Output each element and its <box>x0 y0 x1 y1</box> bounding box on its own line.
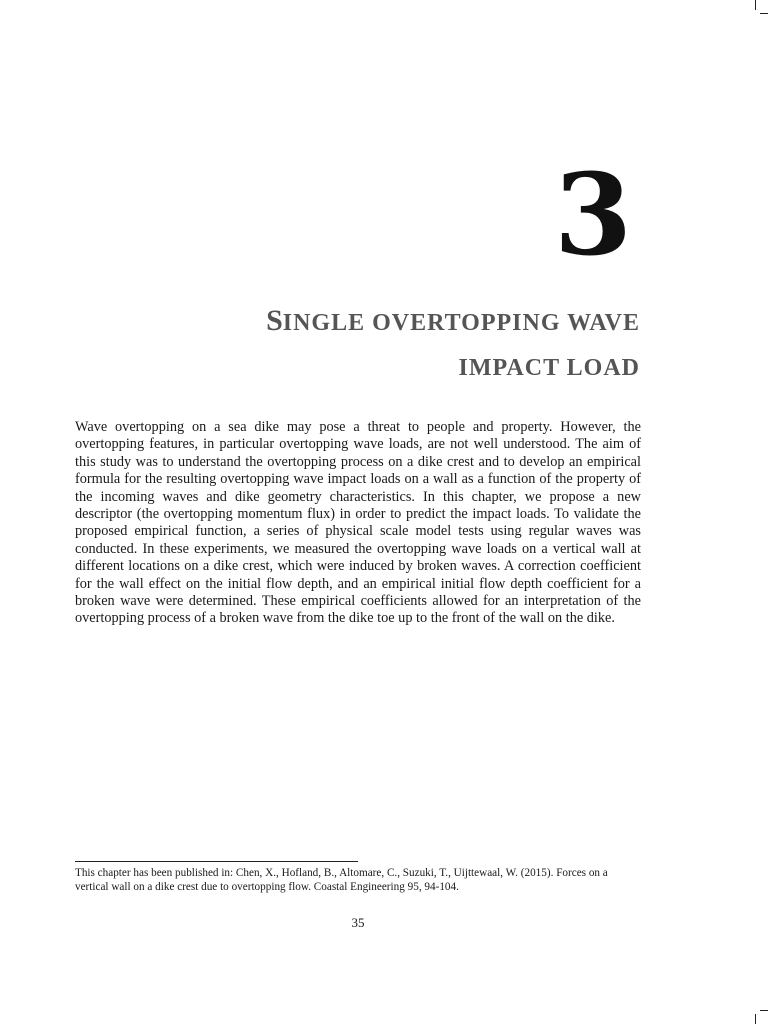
chapter-title-line-2-text: IMPACT LOAD <box>458 355 640 381</box>
footnote: This chapter has been published in: Chen, X., Hofland, B., Altomare, C., Suzuki, T., Uijttewaal, W. (2015). Forces on a vertical wall on a dike crest due to overtopping flow. Coastal Engineering 95, 94-104. <box>75 867 608 893</box>
chapter-title-initial: S <box>266 304 283 337</box>
crop-mark-top-right-vertical <box>755 0 756 10</box>
page-number: 35 <box>351 915 365 930</box>
chapter-title-line-1-rest: INGLE OVERTOPPING WAVE <box>282 310 640 336</box>
crop-mark-bottom-right-vertical <box>755 1014 756 1024</box>
footnote-rule <box>75 861 358 862</box>
chapter-abstract: Wave overtopping on a sea dike may pose a threat to people and property. However, the overtopping features, in particular overtopping wave loads, are not well understood. The aim of this study was to understand the overtopping process on a dike crest and to develop an empirical formula for the resulting overtopping wave impact loads on a wall as a function of the property of the incoming waves and dike geometry characteristics. In this chapter, we propose a new descriptor (the overtopping momentum flux) in order to predict the impact loads. To validate the proposed empirical function, a series of physical scale model tests using regular waves was conducted. In these experiments, we measured the overtopping wave loads on a vertical wall at different locations on a dike crest, which were induced by broken waves. A correction coefficient for the wall effect on the initial flow depth, and an empirical initial flow depth coefficient for a broken wave were determined. These empirical coefficients allowed for an interpretation of the overtopping process of a broken wave from the dike toe up to the front of the wall on the dike. <box>75 419 641 627</box>
crop-mark-top-right-horizontal <box>760 13 768 14</box>
crop-mark-bottom-right-horizontal <box>760 1010 768 1011</box>
chapter-title-line-2 <box>120 347 640 392</box>
chapter-number: 3 <box>554 150 632 281</box>
chapter-title <box>120 300 640 392</box>
chapter-title-line-1 <box>120 300 640 347</box>
